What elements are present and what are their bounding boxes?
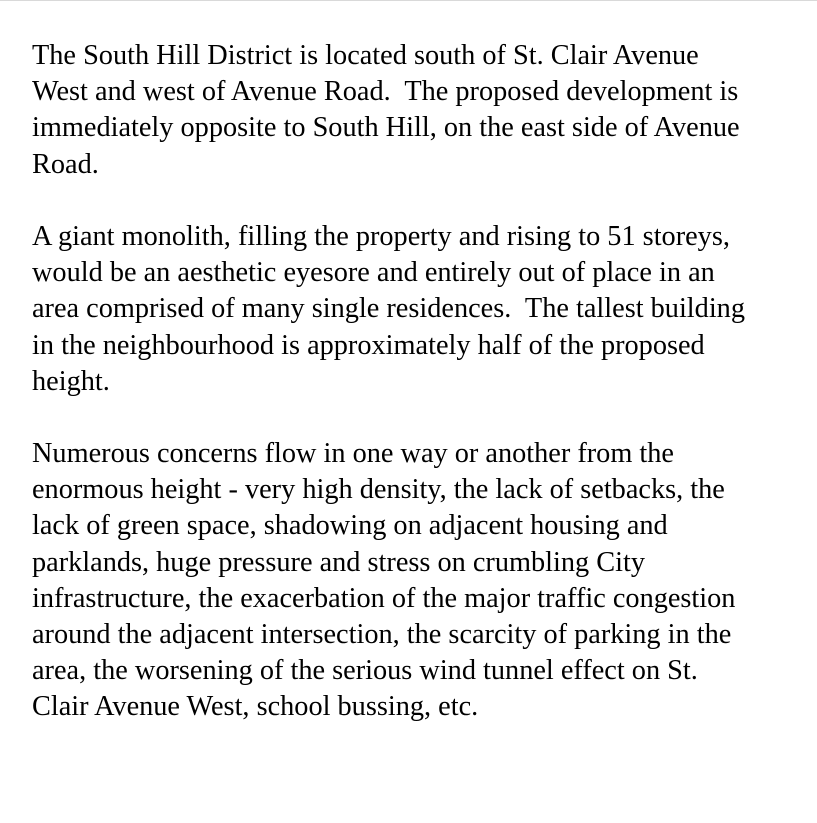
text-line: enormous height - very high density, the lack of setbacks, the bbox=[32, 474, 725, 506]
text-line: lack of green space, shadowing on adjacent housing and bbox=[32, 510, 668, 542]
text-line: Road. bbox=[32, 148, 99, 180]
text-line: area comprised of many single residences. The tallest building bbox=[32, 293, 745, 325]
text-line: parklands, huge pressure and stress on crumbling City bbox=[32, 546, 645, 578]
text-line: area, the worsening of the serious wind tunnel effect on St. bbox=[32, 655, 698, 687]
paragraph-monolith-height bbox=[32, 219, 802, 400]
document-body bbox=[32, 38, 802, 726]
text-line: Numerous concerns flow in one way or another from the bbox=[32, 438, 674, 470]
text-line: infrastructure, the exacerbation of the major traffic congestion bbox=[32, 582, 736, 614]
text-line: around the adjacent intersection, the scarcity of parking in the bbox=[32, 619, 732, 650]
text-line: would be an aesthetic eyesore and entirely out of place in an bbox=[32, 257, 715, 289]
paragraph-spacer bbox=[32, 183, 802, 219]
text-line: height. bbox=[32, 365, 110, 397]
text-line: A giant monolith, filling the property and rising to 51 storeys, bbox=[32, 220, 730, 252]
paragraph-south-hill-location bbox=[32, 38, 802, 183]
text-line: The South Hill District is located south of St. Clair Avenue bbox=[32, 40, 699, 71]
paragraph-concerns bbox=[32, 436, 802, 726]
text-line: West and west of Avenue Road. The proposed development is bbox=[32, 76, 739, 108]
text-line: in the neighbourhood is approximately half of the proposed bbox=[32, 329, 705, 361]
paragraph-spacer bbox=[32, 400, 802, 436]
text-line: immediately opposite to South Hill, on the east side of Avenue bbox=[32, 112, 740, 144]
top-divider bbox=[0, 0, 817, 1]
text-line: Clair Avenue West, school bussing, etc. bbox=[32, 691, 479, 723]
